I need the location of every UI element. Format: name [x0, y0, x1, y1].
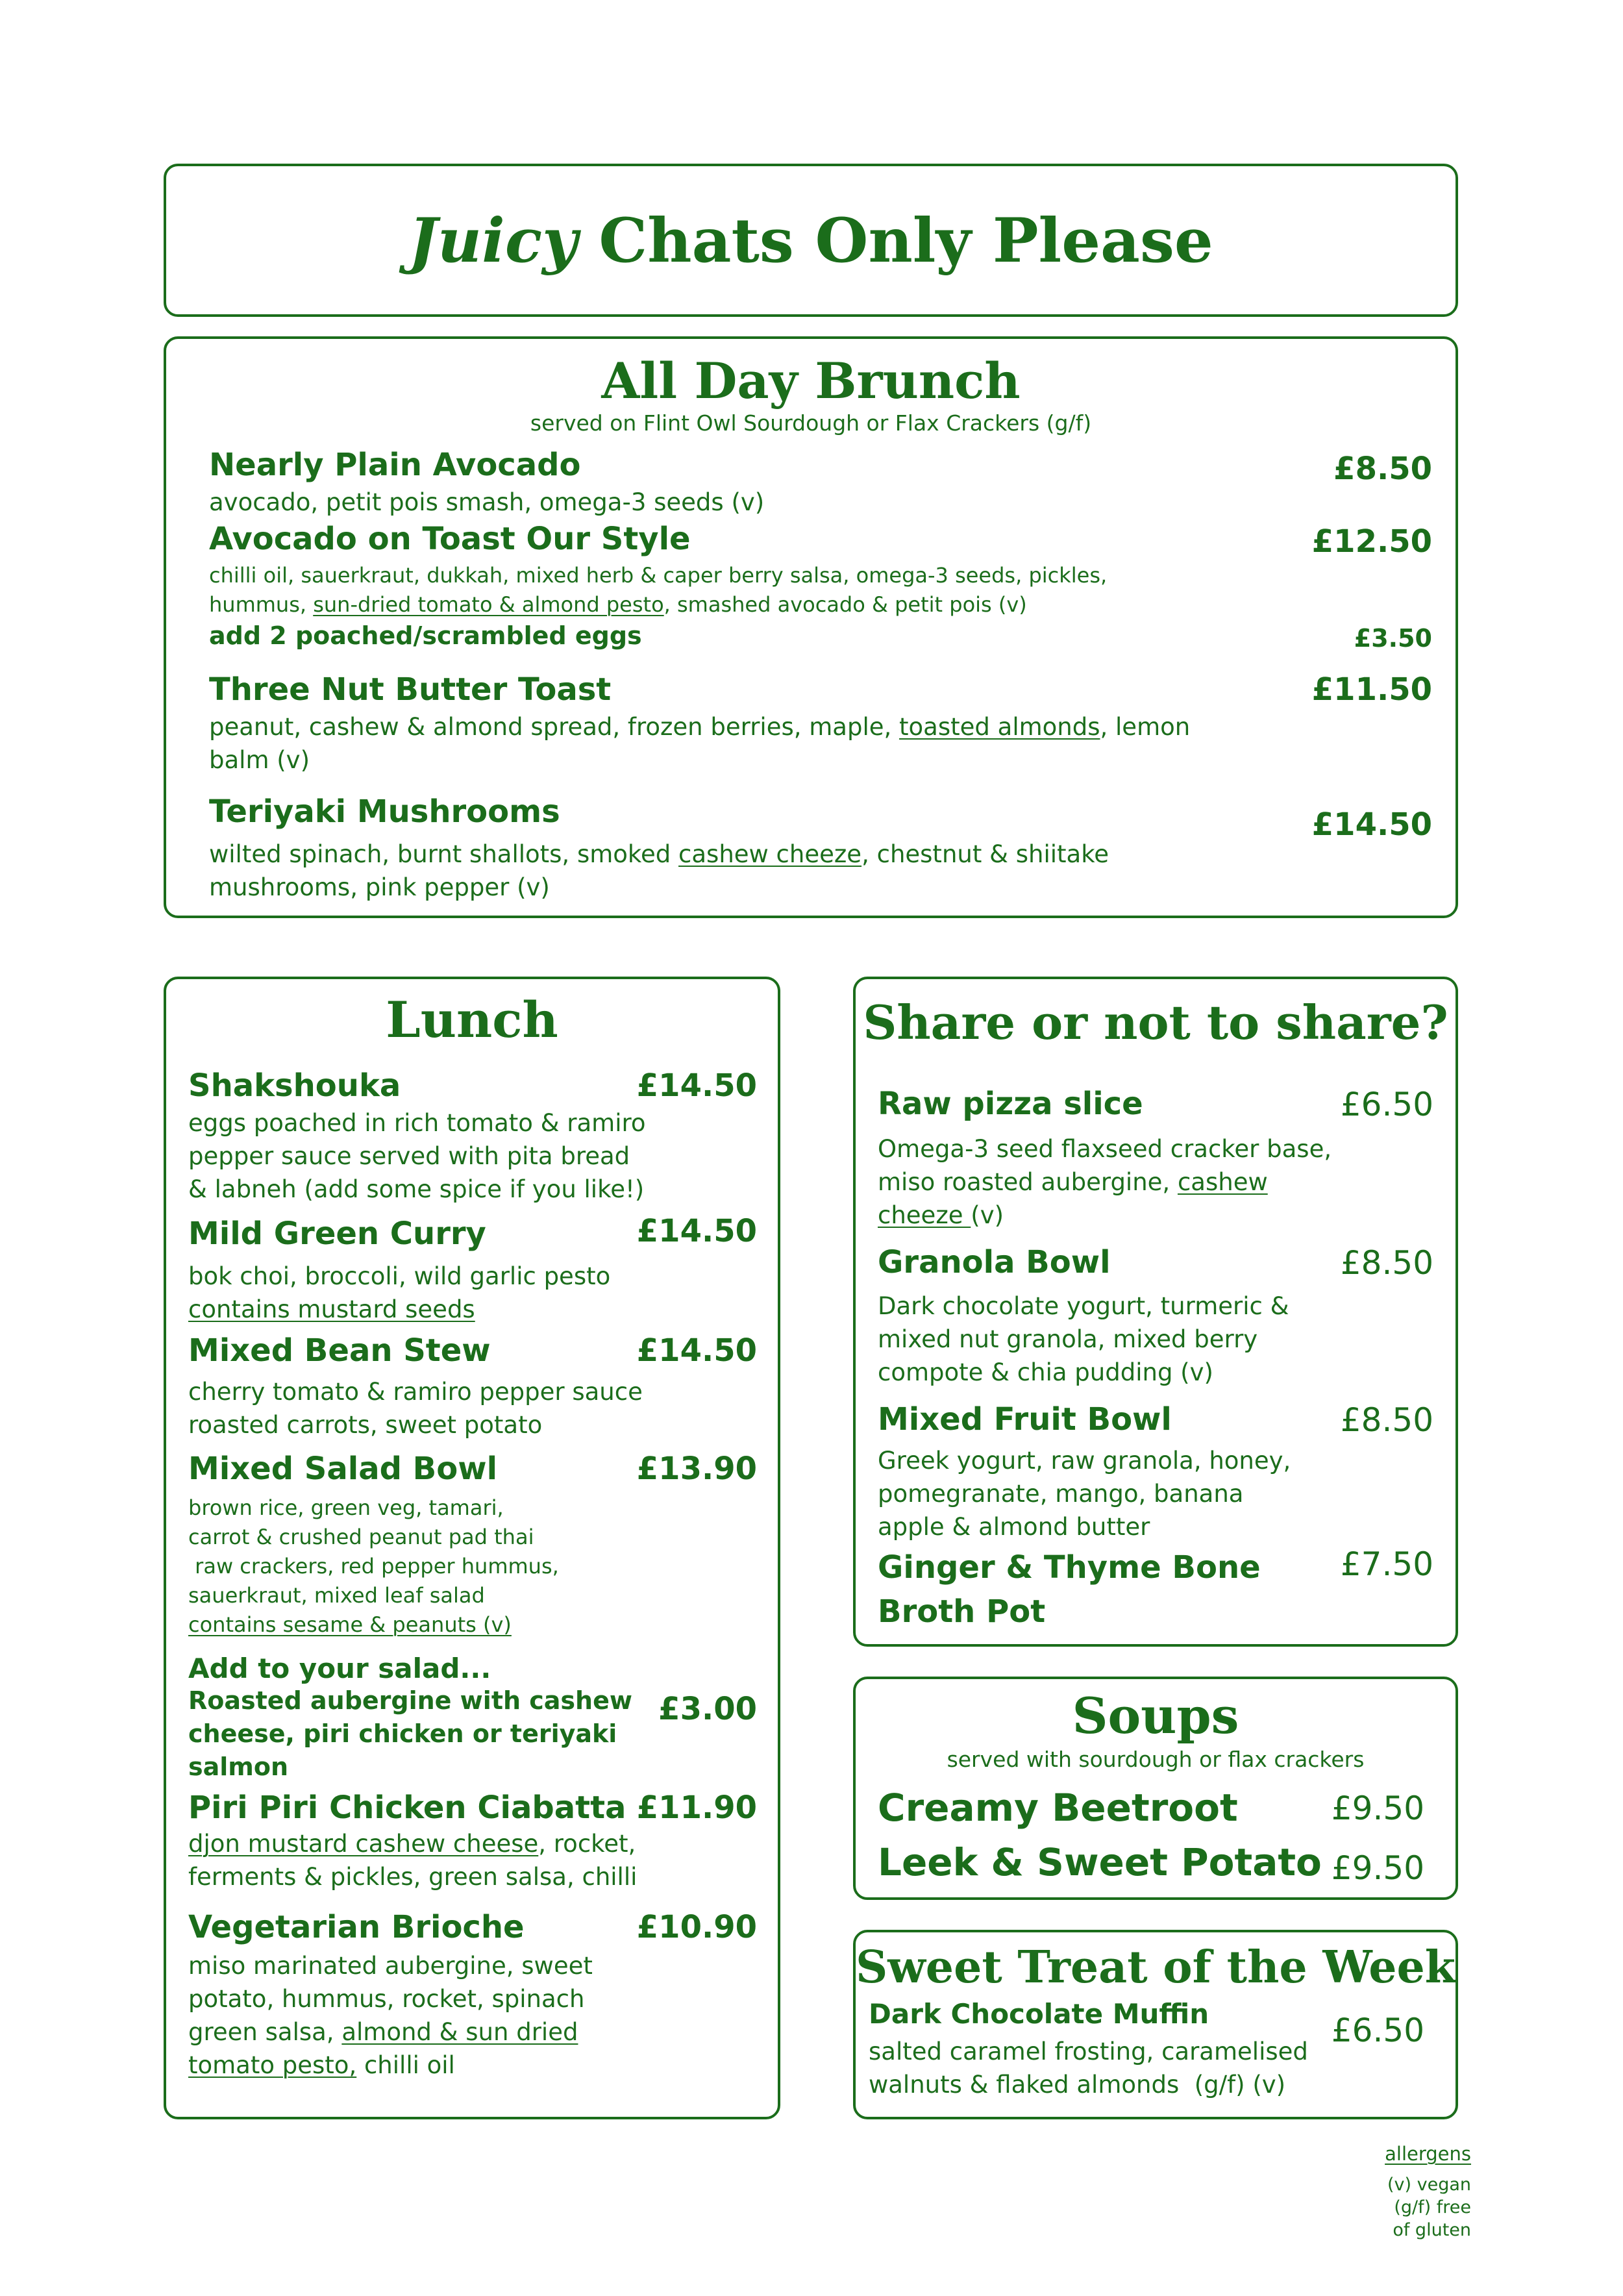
item-price: £8.50	[1340, 1401, 1433, 1439]
soups-title: Soups	[1072, 1687, 1239, 1745]
allergens-note: allergens (v) vegan (g/f) free of gluten	[1385, 2143, 1471, 2240]
sweet-section	[853, 1930, 1458, 2119]
addon-price: £3.50	[1354, 624, 1432, 653]
item-price: £9.50	[1331, 1849, 1424, 1887]
addon-label: add 2 poached/scrambled eggs	[209, 621, 642, 650]
item-name: Piri Piri Chicken Ciabatta	[188, 1790, 626, 1826]
brunch-section	[164, 336, 1458, 918]
item-price: £14.50	[636, 1067, 757, 1104]
item-name: Mixed Fruit Bowl	[878, 1401, 1172, 1438]
item-name: Leek & Sweet Potato	[878, 1840, 1322, 1884]
item-price: £3.00	[658, 1691, 757, 1727]
share-section	[853, 977, 1458, 1647]
item-desc: peanut, cashew & almond spread, frozen berries, maple, toasted almonds, lemon balm (v)	[209, 713, 1191, 774]
item-desc: Greek yogurt, raw granola, honey, pomegranate, mango, banana apple & almond butter	[878, 1447, 1291, 1541]
item-name: Creamy Beetroot	[878, 1786, 1238, 1830]
item-name: Mixed Salad Bowl	[188, 1451, 498, 1487]
item-name: Teriyaki Mushrooms	[209, 793, 560, 830]
item-name: Mild Green Curry	[188, 1216, 486, 1252]
menu-title: Juicy Chats Only Please	[408, 205, 1213, 277]
item-name: Avocado on Toast Our Style	[209, 521, 691, 557]
item-name: Shakshouka	[188, 1067, 401, 1104]
item-price: £14.50	[1311, 806, 1432, 843]
lunch-title: Lunch	[386, 991, 558, 1049]
item-desc: cherry tomato & ramiro pepper sauce roasted carrots, sweet potato	[188, 1378, 643, 1439]
item-desc: wilted spinach, burnt shallots, smoked cashew cheeze, chestnut & shiitake mushrooms, pink pepper (v)	[209, 840, 1109, 901]
item-name: Dark Chocolate Muffin	[869, 1998, 1209, 2030]
item-price: £9.50	[1331, 1790, 1424, 1827]
allergens-heading: allergens	[1385, 2143, 1471, 2165]
item-desc: Dark chocolate yogurt, turmeric & mixed nut granola, mixed berry compote & chia pudding (v)	[878, 1292, 1289, 1386]
item-desc: chilli oil, sauerkraut, dukkah, mixed herb & caper berry salsa, omega-3 seeds, pickles, hummus, sun-dried tomato & almond pesto, smashed avocado & petit pois (v)	[209, 563, 1108, 617]
brunch-title: All Day Brunch	[601, 352, 1021, 410]
item-price: £10.90	[636, 1909, 757, 1945]
item-name: Mixed Bean Stew	[188, 1332, 491, 1369]
item-name: Granola Bowl	[878, 1244, 1111, 1280]
header-box	[164, 164, 1458, 317]
item-price: £6.50	[1340, 1086, 1433, 1123]
item-price: £13.90	[636, 1451, 757, 1487]
item-price: £8.50	[1333, 451, 1432, 487]
item-price: £11.50	[1311, 671, 1432, 708]
item-price: £14.50	[636, 1332, 757, 1369]
lunch-section	[164, 977, 780, 2119]
item-desc: salted caramel frosting, caramelised walnuts & flaked almonds (g/f) (v)	[869, 2038, 1308, 2099]
share-title: Share or not to share?	[863, 995, 1448, 1050]
salad-addon-title: Add to your salad...	[188, 1653, 491, 1684]
item-desc: brown rice, green veg, tamari, carrot & crushed peanut pad thai raw crackers, red pepper hummus, sauerkraut, mixed leaf salad contains sesame & peanuts (v)	[188, 1495, 559, 1637]
soups-subtitle: served with sourdough or flax crackers	[947, 1747, 1365, 1772]
item-desc: eggs poached in rich tomato & ramiro pepper sauce served with pita bread & labneh (add some spice if you like!)	[188, 1109, 646, 1203]
item-price: £12.50	[1311, 523, 1432, 560]
item-price: £11.90	[636, 1790, 757, 1826]
item-price: £7.50	[1340, 1545, 1433, 1583]
item-desc: bok choi, broccoli, wild garlic pesto contains mustard seeds	[188, 1262, 611, 1323]
item-name: Vegetarian Brioche	[188, 1909, 525, 1945]
item-price: £8.50	[1340, 1244, 1433, 1282]
item-desc: djon mustard cashew cheese, rocket, ferments & pickles, green salsa, chilli	[188, 1830, 638, 1891]
soups-section	[853, 1677, 1458, 1900]
brunch-subtitle: served on Flint Owl Sourdough or Flax Crackers (g/f)	[530, 410, 1092, 436]
item-desc: avocado, petit pois smash, omega-3 seeds (v)	[209, 488, 765, 516]
item-price: £6.50	[1331, 2012, 1424, 2049]
item-name: Raw pizza slice	[878, 1086, 1143, 1122]
item-name: Ginger & Thyme Bone Broth Pot	[878, 1549, 1261, 1630]
item-desc: Omega-3 seed flaxseed cracker base, miso roasted aubergine, cashew cheeze (v)	[878, 1135, 1332, 1229]
item-price: £14.50	[636, 1213, 757, 1249]
item-desc: miso marinated aubergine, sweet potato, hummus, rocket, spinach green salsa, almond & sun dried tomato pesto, chilli oil	[188, 1952, 593, 2079]
salad-addon-desc: Roasted aubergine with cashew cheese, piri chicken or teriyaki salmon	[188, 1686, 632, 1781]
sweet-title: Sweet Treat of the Week	[856, 1941, 1456, 1993]
item-name: Three Nut Butter Toast	[209, 671, 612, 708]
item-name: Nearly Plain Avocado	[209, 447, 581, 483]
